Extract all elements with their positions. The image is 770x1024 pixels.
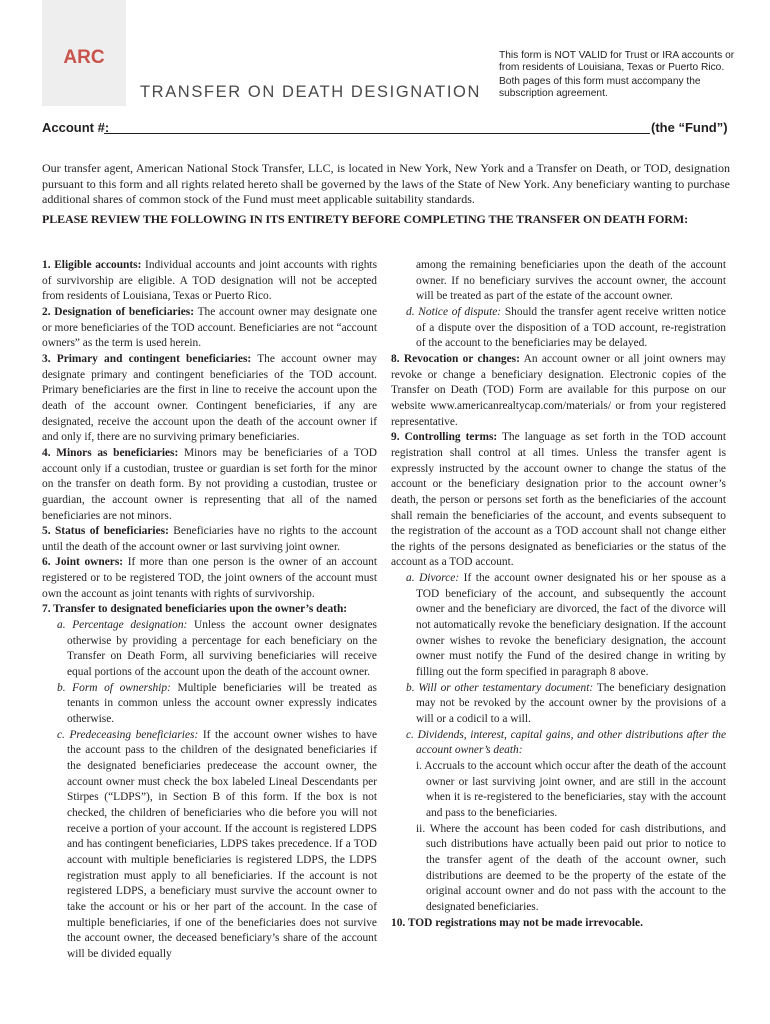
- section-7c: [42, 728, 377, 963]
- section-heading: 1. Eligible accounts:: [42, 259, 142, 271]
- section-7c-continued: among the remaining beneficiaries upon the death of the account owner. If no beneficiary survives the account owner, the account will be treated as part of the estate of the account owner.: [416, 259, 726, 303]
- subsection-body: Multiple beneficiaries will be treated as tenants in common unless the account owner expressly indicates otherwise.: [67, 681, 377, 726]
- section-heading: 4. Minors as beneficiaries:: [42, 446, 179, 459]
- section-body: The account owner may designate primary and contingent beneficiaries of the TOD account. Primary beneficiaries are the first in line to receive the account upon the death of the account owner. Contingent beneficiaries, if any are designated, receive the account upon the death of the account owner if and only if, there are no surviving primary beneficiaries.: [42, 352, 377, 444]
- intro-paragraph: [42, 161, 730, 208]
- section-9: [391, 430, 726, 571]
- section-6: [42, 555, 377, 602]
- right-column: [391, 258, 726, 931]
- intro-text: Our transfer agent, American National Stock Transfer, LLC, is located in New York, New York and a Transfer on Death, or TOD, designation pursuant to this form and all rights related hereto shall be governed by the laws of the State of New York. Any beneficiary wanting to purchase additional shares of common stock of the Fund must meet applicable suitability standards.: [42, 161, 730, 207]
- section-9c-i: i. Accruals to the account which occur after the death of the account owner or last surviving joint owner, and are still in the account when it is re-registered to the beneficiaries, stay with the account and pass to the beneficiaries.: [416, 760, 726, 819]
- section-heading: 7. Transfer to designated beneficiaries upon the owner’s death:: [42, 603, 348, 616]
- section-9c: [391, 728, 726, 759]
- section-1: [42, 258, 377, 305]
- review-heading: PLEASE REVIEW THE FOLLOWING IN ITS ENTIRETY BEFORE COMPLETING THE TRANSFER ON DEATH FORM:: [42, 212, 688, 226]
- section-8: [391, 352, 726, 430]
- subsection-body: Should the transfer agent receive written notice of a dispute over the disposition of a TOD account, re-registration of the account to the beneficiaries may be delayed.: [416, 305, 726, 350]
- form-title: TRANSFER ON DEATH DESIGNATION: [140, 83, 481, 101]
- section-9c-ii: ii. Where the account has been coded for cash distributions, and such distributions have actually been paid out prior to notice to the transfer agent of the death of the account owner, such distributions are deemed to be the property of the estate of the original account owner and do not pass with the account to the designated beneficiaries.: [416, 822, 726, 913]
- section-body: Minors may be beneficiaries of a TOD account only if a custodian, trustee or guardian is set forth for the minor on the transfer on death form. By not providing a custodian, trustee or guardian, the account owner is representing that all of the named beneficiaries are not minors.: [42, 446, 377, 522]
- subsection-body: If the account owner wishes to have the account pass to the children of the designated beneficiaries if the designated beneficiaries predecease the account owner, the account owner must check the box labeled Lineal Descendants per Stirpes (“LDPS”), in Section B of this form. If the box is not checked, the children of beneficiaries who die before you will not receive a portion of your account. If the account is registered LDPS and has contingent beneficiaries, LDPS takes precedence. If a TOD account with multiple beneficiaries is registered LDPS, the LDPS registration must apply to all beneficiaries. If the account is not registered LDPS, a beneficiary must survive the account owner to take the account or his or her part of the account. In the case of multiple beneficiaries, if one of the beneficiaries does not survive the account owner, the deceased beneficiary’s share of the account will be divided equally: [67, 728, 377, 960]
- subsection-body: Unless the account owner designates otherwise by providing a percentage for each beneficiary on the Transfer on Death Form, all surviving beneficiaries will receive equal portions of the account upon the death of the account owner.: [67, 619, 377, 679]
- section-10: [391, 916, 726, 932]
- account-label: Account #:: [42, 120, 110, 135]
- fund-name-field[interactable]: [390, 133, 650, 134]
- section-3: [42, 352, 377, 446]
- section-body: Beneficiaries have no rights to the account until the death of the account owner or last surviving joint owner.: [42, 525, 377, 553]
- subsection-heading: d. Notice of dispute:: [406, 305, 502, 318]
- section-7b: [42, 681, 377, 728]
- section-heading: 8. Revocation or changes:: [391, 352, 520, 365]
- subsection-heading: a. Percentage designation:: [57, 619, 188, 632]
- section-9a: [391, 571, 726, 681]
- section-2: [42, 305, 377, 352]
- account-row: [42, 120, 732, 140]
- section-heading: 5. Status of beneficiaries:: [42, 525, 169, 538]
- subsection-heading: a. Divorce:: [406, 572, 460, 585]
- section-4: [42, 446, 377, 524]
- logo-panel: [42, 0, 126, 106]
- section-heading: 6. Joint owners:: [42, 556, 124, 569]
- section-heading: 9. Controlling terms:: [391, 431, 498, 444]
- section-body: If more than one person is the owner of an account registered or to be registered TOD, the joint owners of the account must own the account as joint tenants with rights of survivorship.: [42, 556, 377, 600]
- subsection-heading: c. Dividends, interest, capital gains, and other distributions after the account owner’s death:: [406, 728, 726, 757]
- section-body: Individual accounts and joint accounts with rights of survivorship are eligible. A TOD designation will not be accepted from residents of Louisiana, Texas or Puerto Rico.: [42, 259, 377, 303]
- section-heading: 3. Primary and contingent beneficiaries:: [42, 352, 252, 365]
- section-7d: [391, 305, 726, 352]
- section-heading: 10. TOD registrations may not be made irrevocable.: [391, 916, 643, 929]
- section-7: [42, 602, 377, 618]
- arc-logo: ARC: [63, 47, 105, 68]
- subsection-heading: b. Form of ownership:: [57, 681, 171, 694]
- subsection-body: The beneficiary designation may not be revoked by the account owner by the provisions of a will or a codicil to a will.: [416, 681, 726, 726]
- subsection-body: If the account owner designated his or her spouse as a TOD beneficiary of the account, and subsequently the account owner and the beneficiary are divorced, the fact of the divorce will not automatically revoke the beneficiary designation. If the account owner wishes to revoke the beneficiary designation, the account owner must notify the Fund of the desired change in writing by filling out the form specified in paragraph 8 above.: [416, 572, 726, 679]
- account-number-field[interactable]: [104, 133, 416, 134]
- subsection-heading: c. Predeceasing beneficiaries:: [57, 728, 199, 741]
- header-notice: [499, 50, 749, 100]
- section-9b: [391, 681, 726, 728]
- accompany-notice: Both pages of this form must accompany the subscription agreement.: [499, 76, 701, 99]
- section-heading: 2. Designation of beneficiaries:: [42, 305, 195, 318]
- left-column: [42, 258, 377, 963]
- section-7a: [42, 618, 377, 681]
- section-body: The language as set forth in the TOD account registration shall control at all times. Unless the transfer agent is expressly instructed by the account owner to change the status of the account or the beneficiary designation prior to the account owner’s death, the person or persons set forth as the beneficiaries of the account shall remain the beneficiaries of the account, and events subsequent to the registration of the account as a TOD account shall not change either the rights of the persons designated as beneficiaries or the status of the account as a TOD account.: [391, 431, 726, 569]
- fund-label: (the “Fund”): [651, 120, 728, 135]
- section-body: An account owner or all joint owners may revoke or change a beneficiary designation. Electronic copies of the Transfer on Death (TOD) Form are available for this purpose on our website www.americanrealtycap.com/materials/ or from your registered representative.: [391, 352, 726, 428]
- section-5: [42, 524, 377, 555]
- validity-notice: This form is NOT VALID for Trust or IRA accounts or from residents of Louisiana, Texas or Puerto Rico.: [499, 50, 735, 73]
- subsection-heading: b. Will or other testamentary document:: [406, 681, 594, 694]
- section-body: The account owner may designate one or more beneficiaries of the TOD account. Beneficiaries are not “account owners” as the term is used herein.: [42, 305, 378, 350]
